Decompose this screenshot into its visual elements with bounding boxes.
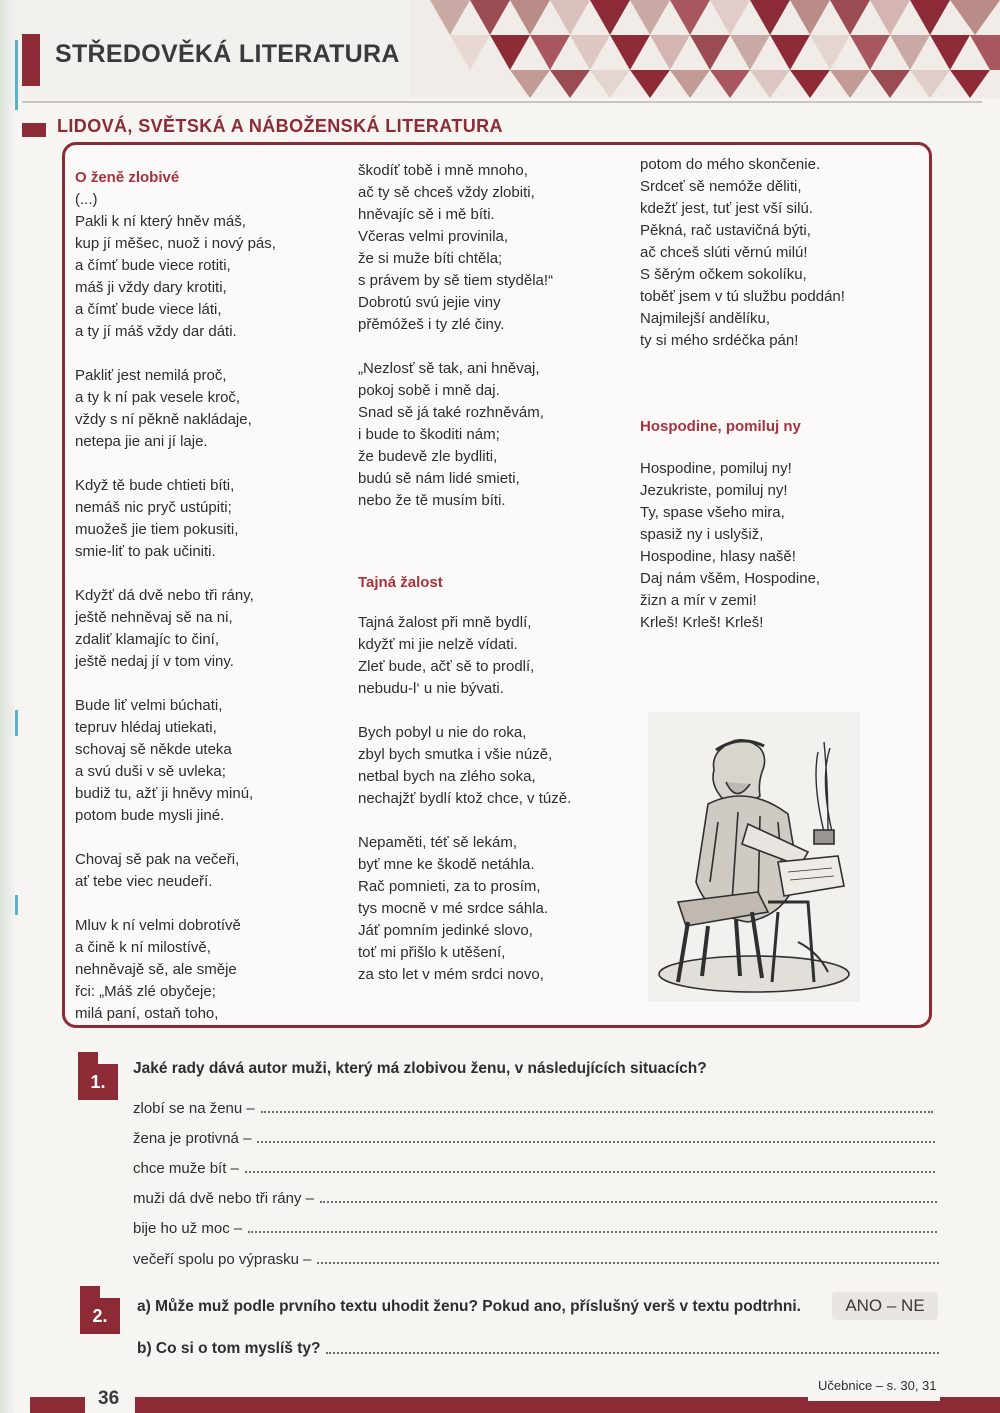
poem-line: Najmilejší andělíku, <box>640 310 771 327</box>
poem-line: S šěrým očkem sokolíku, <box>640 266 807 283</box>
poem-line: netepa jie ani jí laje. <box>75 433 208 450</box>
textbook-reference: Učebnice – s. 30, 31 <box>818 1378 937 1393</box>
poem-line: Krleš! Krleš! Krleš! <box>640 614 764 631</box>
answer-line-6[interactable] <box>133 1251 939 1268</box>
header-divider <box>22 101 982 103</box>
poem-line: i bude to škoditi nám; <box>358 426 500 443</box>
poem-line: toběť jsem v tú službu poddán! <box>640 288 845 305</box>
poem-lines <box>640 458 845 634</box>
poem-line: Rač pomnieti, za to prosím, <box>358 878 541 895</box>
poem-line: Mluv k ní velmi dobrotívě <box>75 917 241 934</box>
poem-line: toť mi přišlo k utěšení, <box>358 944 506 961</box>
poem-line: schovaj sě někde uteka <box>75 741 232 758</box>
poem-line: milá paní, ostaň toho, <box>75 1005 219 1022</box>
poem-line: tepruv hlédaj utiekati, <box>75 719 217 736</box>
poem-line: že budevě zle bydliti, <box>358 448 498 465</box>
answer-prompt: večeří spolu po výprasku – <box>133 1251 312 1268</box>
answer-line-3[interactable] <box>133 1160 935 1177</box>
poem-line: kdyžť mi jie nelzě vídati. <box>358 636 518 653</box>
poem-line: a ty jí máš vždy dar dáti. <box>75 323 237 340</box>
scribe-engraving-icon <box>648 712 860 1002</box>
poem-line: kup jí měšec, nuož i nový pás, <box>75 235 276 252</box>
answer-prompt: bije ho už moc – <box>133 1220 243 1237</box>
poem-line: Nepaměti, téť sě lekám, <box>358 834 518 851</box>
poem-line: Včeras velmi provinila, <box>358 228 509 245</box>
poem-line: a čině k ní milostívě, <box>75 939 211 956</box>
poem-title: Hospodine, pomiluj ny <box>640 418 801 435</box>
poem-line: Bych pobyl u nie do roka, <box>358 724 527 741</box>
poem-line: (...) <box>75 191 98 208</box>
poem-line: Jáť pomním jedinké slovo, <box>358 922 533 939</box>
spine-mark <box>15 895 18 915</box>
poem-line: přěmóžeš i ty zlé činy. <box>358 316 505 333</box>
chapter-title: STŘEDOVĚKÁ LITERATURA <box>55 40 400 68</box>
poem-line: byť mne ke škodě netáhla. <box>358 856 535 873</box>
poem-line: Hospodine, pomiluj ny! <box>640 460 792 477</box>
page-number: 36 <box>98 1388 120 1409</box>
poem-line: potom do mého skončenie. <box>640 156 821 173</box>
poem-line: muožeš jie tiem pokusiti, <box>75 521 239 538</box>
dotted-answer-field[interactable] <box>317 1261 939 1264</box>
poem-line: Když tě bude chtieti bíti, <box>75 477 235 494</box>
poem-line: Chovaj sě pak na večeři, <box>75 851 240 868</box>
poem-line: Pěkná, rač ustavičná býti, <box>640 222 811 239</box>
poem-line: řci: „Máš zlé obyčeje; <box>75 983 216 1000</box>
dotted-answer-field[interactable] <box>257 1140 935 1143</box>
answer-line-2[interactable] <box>133 1130 935 1147</box>
answer-line-5[interactable] <box>133 1220 937 1237</box>
answer-prompt: žena je protivná – <box>133 1130 252 1147</box>
poem-line: zdaliť klamajíc to činí, <box>75 631 220 648</box>
poem-line: ještě nedaj jí v tom viny. <box>75 653 234 670</box>
answer-prompt: zlobí se na ženu – <box>133 1100 255 1117</box>
poem-line: tys mocně v mé srdce sáhla. <box>358 900 549 917</box>
poem-column-3 <box>640 154 845 634</box>
poem-line: a svú duši v sě uvleka; <box>75 763 226 780</box>
question-1-text: Jaké rady dává autor muži, který má zlobivou ženu, v následujících situacích? <box>133 1060 707 1077</box>
dotted-answer-field[interactable] <box>245 1170 935 1173</box>
poem-line: vždy s ní pěkně nakládaje, <box>75 411 252 428</box>
poem-title: O ženě zlobivé <box>75 169 180 186</box>
poem-line: ač chceš slúti věrnú milú! <box>640 244 808 261</box>
poem-line: ač ty sě chceš vždy zlobiti, <box>358 184 535 201</box>
answer-prompt: muži dá dvě nebo tři rány – <box>133 1190 314 1207</box>
poem-lines <box>358 160 571 512</box>
dotted-answer-field[interactable] <box>248 1230 937 1233</box>
poem-line: a ty k ní pak vesele kroč, <box>75 389 241 406</box>
section-title: LIDOVÁ, SVĚTSKÁ A NÁBOŽENSKÁ LITERATURA <box>57 116 503 136</box>
poem-line: Pakliť jest nemilá proč, <box>75 367 227 384</box>
question-2b-text: b) Co si o tom myslíš ty? <box>137 1340 321 1357</box>
dotted-answer-field[interactable] <box>320 1200 937 1203</box>
poem-line: nebudu-l‘ u nie bývati. <box>358 680 504 697</box>
poem-line: pokoj sobě i mně daj. <box>358 382 500 399</box>
spine-mark <box>15 710 18 736</box>
poem-column-2 <box>358 160 571 986</box>
poem-line: hněvajíc sě i mě bíti. <box>358 206 495 223</box>
dotted-answer-field[interactable] <box>326 1351 939 1354</box>
poem-line: Dobrotú svú jejie viny <box>358 294 501 311</box>
poem-line: za sto let v mém srdci novo, <box>358 966 544 983</box>
poem-line: ještě nehněvaj sě na ni, <box>75 609 233 626</box>
poem-lines <box>358 612 571 986</box>
yes-no-choice[interactable]: ANO – NE <box>832 1292 938 1320</box>
book-spine <box>0 0 14 1413</box>
question-1-number: 1. <box>78 1064 118 1100</box>
poem-line: že si muže bíti chtěla; <box>358 250 503 267</box>
section-accent-mark <box>22 123 46 137</box>
poem-line: Hospodine, hlasy našě! <box>640 548 796 565</box>
answer-prompt: chce muže bít – <box>133 1160 239 1177</box>
poem-line: kdežť jest, tuť jest vší silú. <box>640 200 813 217</box>
poem-line: budú sě nám lidé smieti, <box>358 470 520 487</box>
geometric-pattern-decoration <box>410 0 1000 98</box>
poem-line: netbal bych na zlého soka, <box>358 768 536 785</box>
poem-line: nechajžť bydlí ktož chce, v túzě. <box>358 790 572 807</box>
poem-line: Snad sě já také rozhněvám, <box>358 404 544 421</box>
poem-lines <box>640 154 845 352</box>
poem-line: nemáš nic pryč ustúpiti; <box>75 499 232 516</box>
poem-line: „Nezlosť sě tak, ani hněvaj, <box>358 360 540 377</box>
answer-line-4[interactable] <box>133 1190 937 1207</box>
poem-title: Tajná žalost <box>358 574 443 591</box>
poem-line: Zleť bude, ačť sě to prodlí, <box>358 658 535 675</box>
dotted-answer-field[interactable] <box>261 1110 933 1113</box>
poem-line: Srdceť sě nemóže děliti, <box>640 178 802 195</box>
poem-line: nehněvajě sě, ale směje <box>75 961 237 978</box>
question-2a-text: a) Může muž podle prvního textu uhodit ženu? Pokud ano, příslušný verš v textu podtrhni. <box>137 1298 801 1315</box>
poem-line: nebo že tě musím bíti. <box>358 492 506 509</box>
poem-line: smie-liť to pak učiniti. <box>75 543 216 560</box>
title-accent-bar <box>22 34 40 86</box>
poem-line: a čímť bude viece rotiti, <box>75 257 231 274</box>
poem-lines <box>75 189 276 1025</box>
poem-line: a čímť bude viece láti, <box>75 301 222 318</box>
poem-line: spasiž ny i uslyšiž, <box>640 526 764 543</box>
poem-line: budiž tu, ažť ji hněvy minú, <box>75 785 254 802</box>
answer-line-2b[interactable] <box>137 1340 939 1358</box>
answer-line-1[interactable] <box>133 1100 933 1117</box>
poem-line: potom bude mysli jiné. <box>75 807 225 824</box>
poem-line: máš ji vždy dary krotiti, <box>75 279 227 296</box>
poem-line: Tajná žalost při mně bydlí, <box>358 614 532 631</box>
poem-line: škodíť tobě i mně mnoho, <box>358 162 528 179</box>
poem-line: ať tebe viec neudeří. <box>75 873 213 890</box>
poem-line: žizn a mír v zemi! <box>640 592 757 609</box>
poem-line: Pakli k ní který hněv máš, <box>75 213 246 230</box>
poem-line: Ty, spase všeho mira, <box>640 504 785 521</box>
poem-line: ty si mého srdéčka pán! <box>640 332 799 349</box>
poem-line: Jezukriste, pomiluj ny! <box>640 482 788 499</box>
spine-mark <box>15 40 18 110</box>
question-2-number: 2. <box>80 1298 120 1334</box>
poem-line: Kdyžť dá dvě nebo tři rány, <box>75 587 254 604</box>
poem-line: zbyl bych smutka i všie núzě, <box>358 746 553 763</box>
poem-column-1 <box>75 167 276 1025</box>
poem-line: Bude liť velmi búchati, <box>75 697 223 714</box>
poem-line: Daj nám všěm, Hospodine, <box>640 570 821 587</box>
poem-line: s právem by sě tiem styděla!“ <box>358 272 554 289</box>
